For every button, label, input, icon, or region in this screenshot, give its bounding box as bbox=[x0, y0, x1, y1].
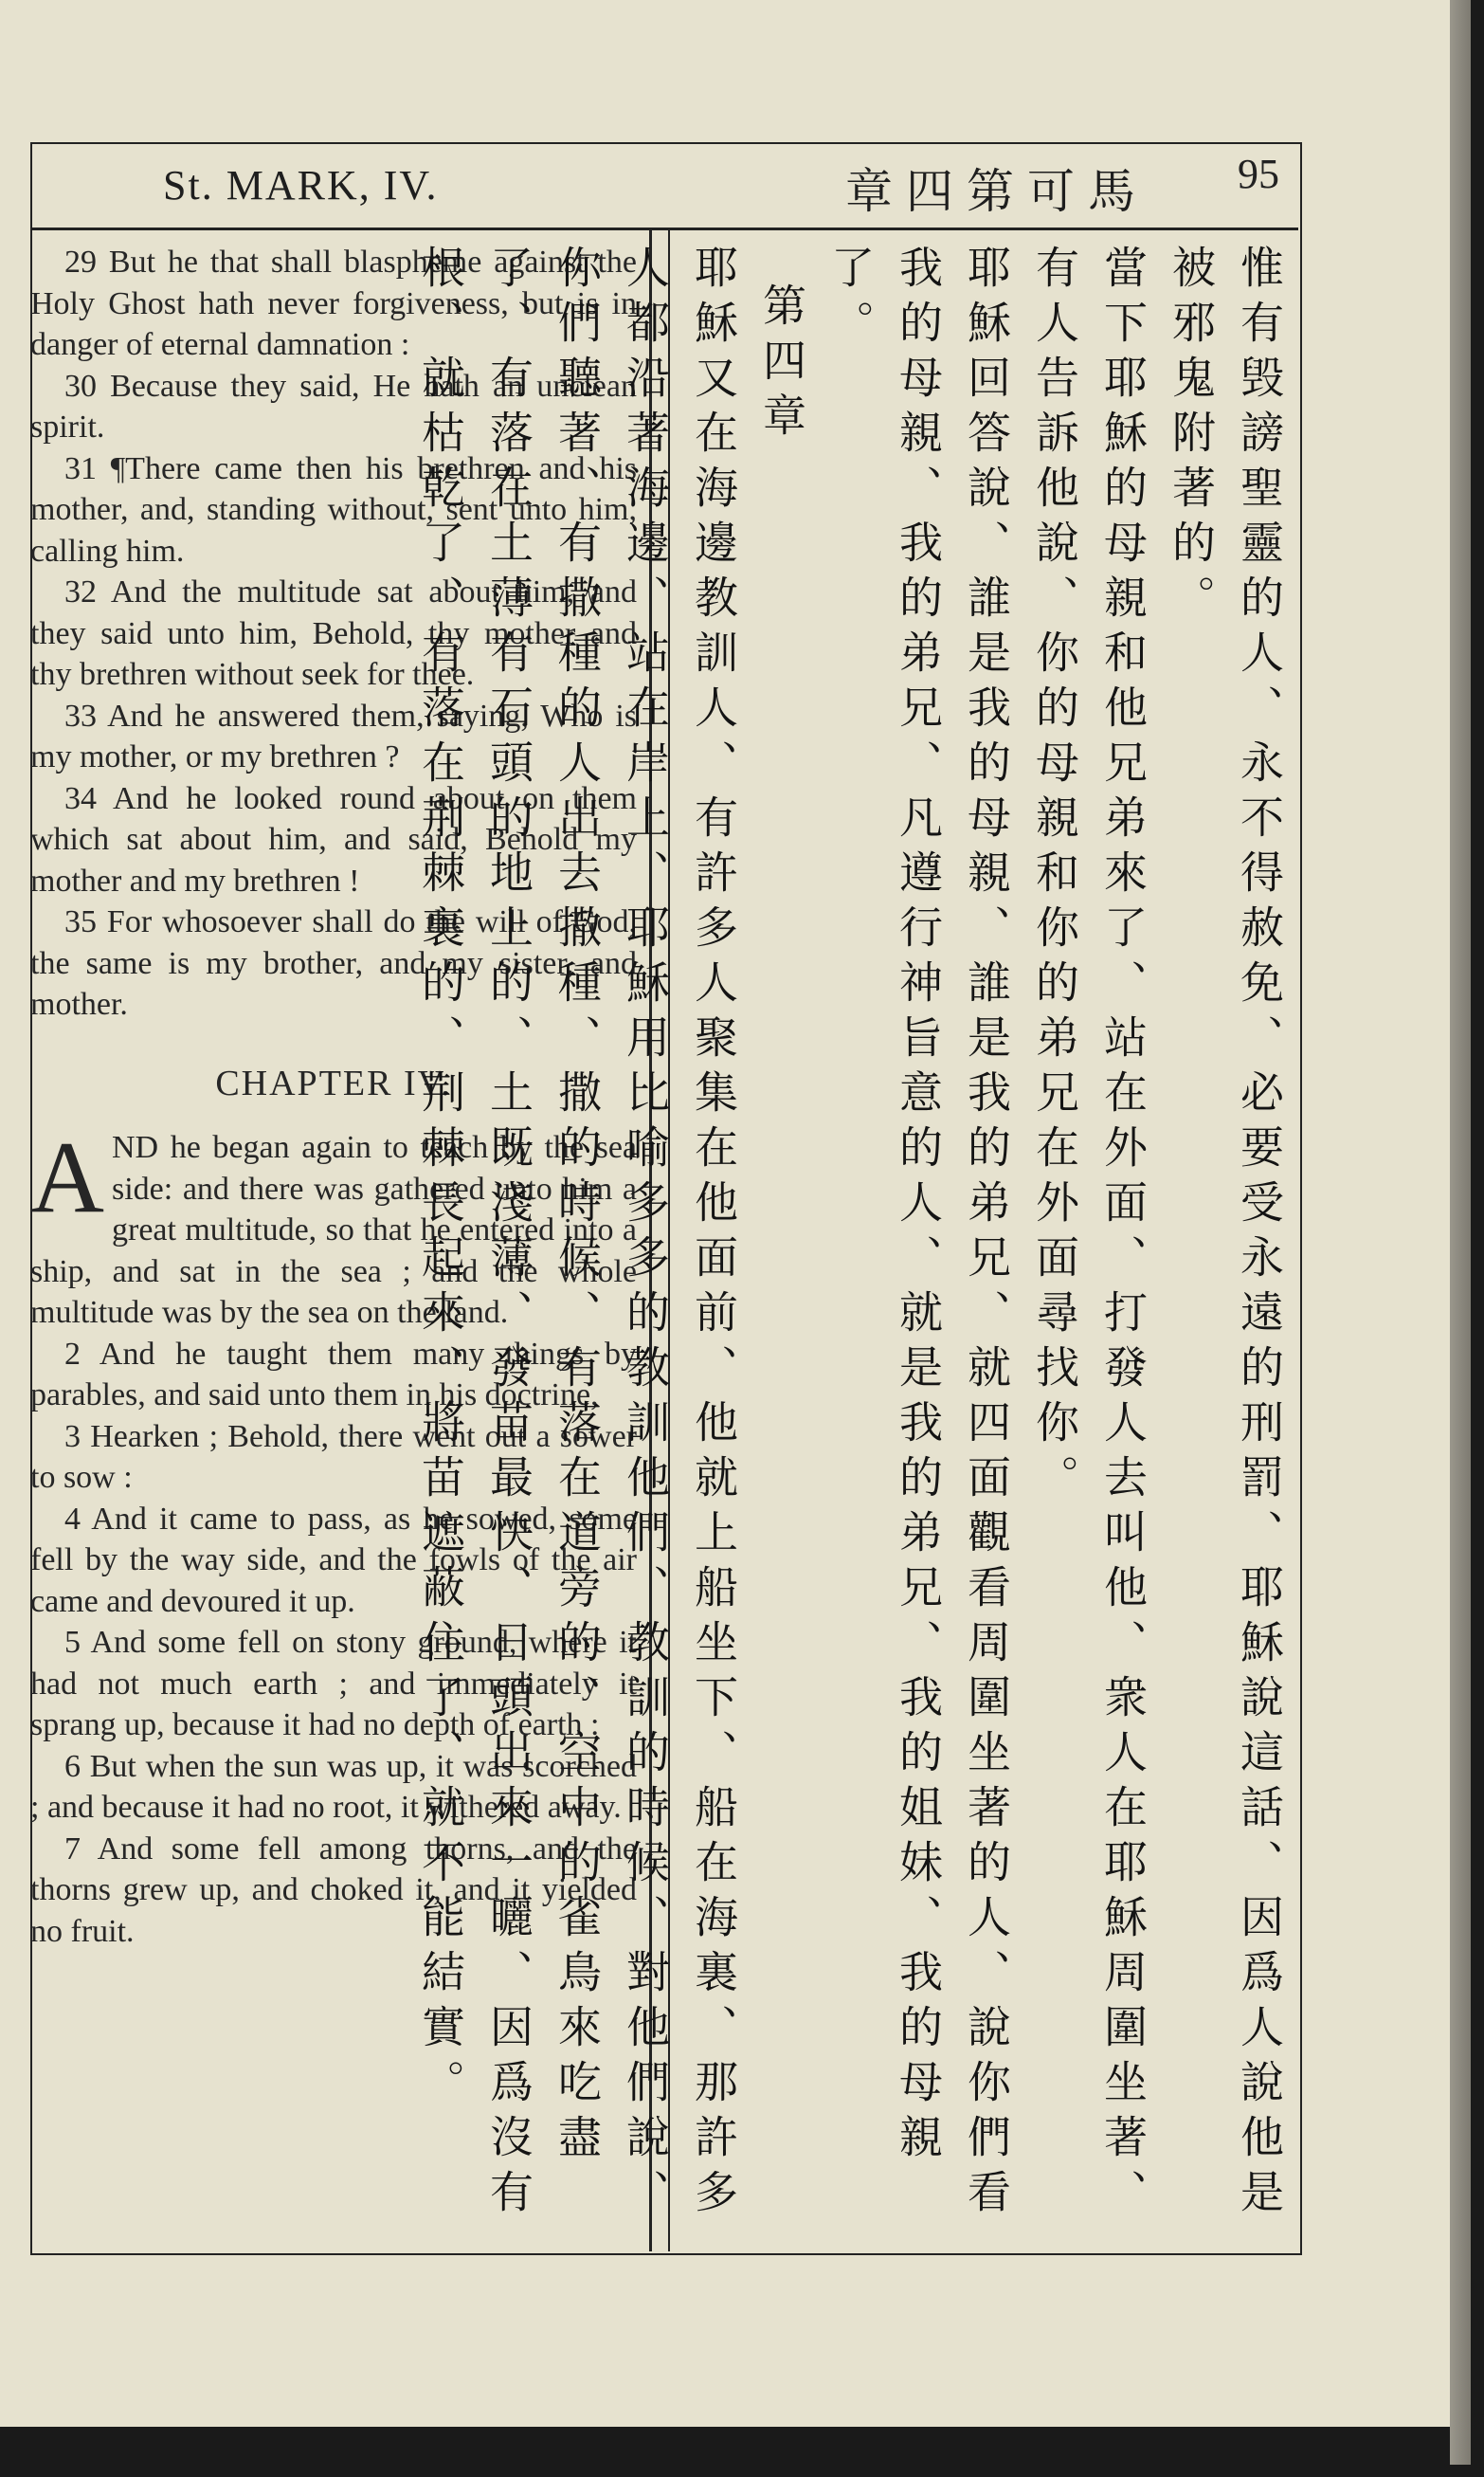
verse-5: 5 And some fell on stony ground, where it had not much earth ; and immediately it sprang up, because it had no depth of earth : bbox=[30, 1625, 637, 1742]
verse-2: 2 And he taught them many things by parables, and said unto them in his doctrine, bbox=[30, 1336, 637, 1412]
drop-cap: A bbox=[30, 1121, 104, 1234]
verse-6: 6 But when the sun was up, it was scorched ; and because it had no root, it withered away. bbox=[30, 1748, 637, 1825]
verse-30: 30 Because they said, He hath an unclean spirit. bbox=[30, 368, 637, 445]
running-head-chinese: 章四第可馬 bbox=[845, 164, 1149, 219]
verse-7: 7 And some fell among thorns, and the thorns grew up, and choked it, and it yielded no fruit. bbox=[30, 1830, 637, 1949]
verse-1-text: ND he began again to teach by the sea side: and there was gathered unto him a great multitude, so that he entered into a ship, and sat in the sea ; and the whole multitude was by the sea on the land. bbox=[30, 1130, 637, 1330]
verse-3: 3 Hearken ; Behold, there went out a sower to sow : bbox=[30, 1418, 637, 1495]
chinese-paragraph-2: 當下耶穌的母親和他兄弟來了、站在外面、打發人去叫他、衆人在耶穌周圍坐著、有人告訴他說、你的母親和你的弟兄在外面尋找你。 bbox=[1029, 245, 1149, 2224]
chinese-chapter-heading: 第四章 bbox=[756, 282, 807, 447]
chinese-column bbox=[415, 245, 1294, 2245]
verse-29: 29 But he that shall blaspheme against the Holy Ghost hath never forgiveness, but is in danger of eternal damnation : bbox=[30, 245, 637, 362]
verse-32: 32 And the multitude sat about him, and they said unto him, Behold, thy mother and thy brethren without seek for thee. bbox=[30, 574, 637, 692]
page-header bbox=[30, 142, 1298, 230]
verse-33: 33 And he answered them, saying, Who is my mother, or my brethren ? bbox=[30, 698, 637, 774]
chinese-paragraph-1: 惟有毁謗聖靈的人、永不得赦免、必要受永遠的刑罰、耶穌說這話、因爲人說他是被邪鬼附著的。 bbox=[1166, 245, 1285, 2224]
verse-4: 4 And it came to pass, as he sowed, some fell by the way side, and the fowls of the air came and devoured it up. bbox=[30, 1501, 637, 1619]
verse-31: 31 ¶There came then his brethren and his mother, and, standing without, sent unto him, calling him. bbox=[30, 450, 637, 569]
book-spine bbox=[1450, 0, 1471, 2465]
running-head-english: St. MARK, IV. bbox=[163, 162, 439, 209]
page-number: 95 bbox=[1238, 151, 1279, 197]
chapter-heading: CHAPTER IV. bbox=[215, 1063, 452, 1103]
verse-35: 35 For whosoever shall do the will of God, the same is my brother, and my sister, and mother. bbox=[30, 904, 637, 1022]
chinese-paragraph-3: 耶穌回答說、誰是我的母親、誰是我的弟兄、就四面觀看周圍坐著的人、說你們看我的母親、我的弟兄、凡遵行神旨意的人、就是我的弟兄、我的姐妹、我的母親了。 bbox=[824, 245, 1012, 2224]
chinese-paragraph-4: 耶穌又在海邊教訓人、有許多人聚集在他面前、他就上船坐下、船在海裏、那許多人都沿著海邊、站在岸上、耶穌用比喻多多的教訓他們、教訓的時候、對他們說、你們聽著、有撒種的人出去撒種、撒的時候、有落在道旁的、空中的雀鳥來吃盡了、有落在土薄有石頭的地上的、土既淺薄、發苗最快、日頭出來一曬、因爲沒有根、就枯乾了、有落在荆棘裏的、荆棘長起來、將苗遮蔽住了、就不能結實。 bbox=[415, 245, 739, 2224]
verse-34: 34 And he looked round about on them which sat about him, and said, Behold my mother and my brethren ! bbox=[30, 780, 637, 899]
